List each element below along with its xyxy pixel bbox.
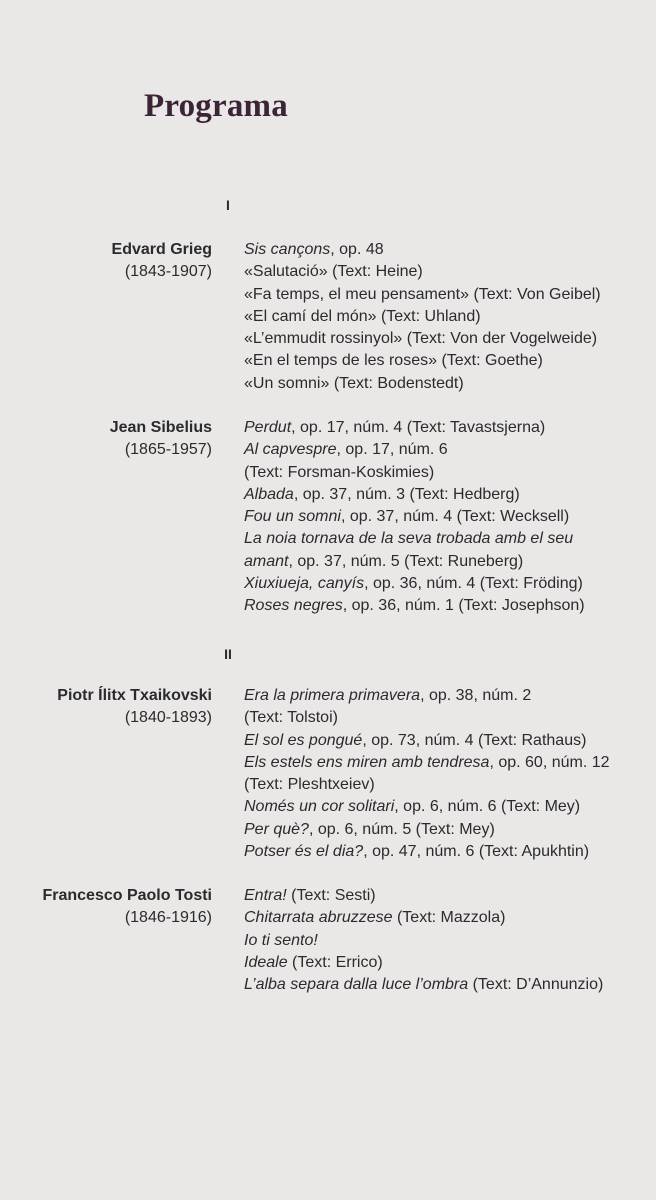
work-line: [244, 730, 648, 752]
composer-info: [0, 685, 212, 730]
work-detail: , op. 38, núm. 2: [420, 687, 532, 704]
work-title: amant: [244, 552, 289, 570]
work-line: [244, 462, 648, 484]
work-detail: «L’emmudit rossinyol» (Text: Von der Vogelweide): [244, 330, 598, 348]
work-title: Era la primera primavera: [244, 687, 421, 704]
work-title: Chitarrata abruzzese: [244, 909, 393, 927]
work-title: Roses negres: [244, 597, 343, 615]
work-detail: «En el temps de les roses» (Text: Goethe): [244, 352, 543, 370]
work-title: Ideale: [244, 953, 288, 971]
work-line: [244, 439, 648, 461]
work-line: [244, 484, 648, 506]
work-line: [244, 974, 648, 996]
work-title: Entra!: [244, 887, 287, 904]
works-list: [244, 239, 648, 395]
composer-name: Piotr Ílitx Txaikovski: [57, 687, 212, 704]
work-detail: , op. 48: [330, 241, 384, 258]
composer-info: [0, 885, 212, 930]
work-detail: (Text: Mazzola): [392, 909, 506, 927]
composer-name: Francesco Paolo Tosti: [42, 887, 212, 904]
work-detail: (Text: Sesti): [286, 887, 376, 904]
work-line: [244, 930, 648, 952]
work-detail: (Text: Pleshtxeiev): [244, 776, 375, 794]
work-line: [244, 261, 648, 283]
work-line: [244, 306, 648, 328]
work-title: L’alba separa dalla luce l’ombra: [244, 976, 469, 994]
work-detail: , op. 6, núm. 5 (Text: Mey): [308, 820, 495, 838]
work-detail: «Fa temps, el meu pensament» (Text: Von Geibel): [244, 285, 601, 303]
work-detail: , op. 73, núm. 4 (Text: Rathaus): [362, 731, 587, 749]
work-detail: (Text: Tolstoi): [244, 709, 338, 727]
work-line: [244, 506, 648, 528]
work-detail: «El camí del món» (Text: Uhland): [244, 307, 481, 325]
work-title: Perdut: [244, 419, 292, 436]
page-title: Programa: [144, 88, 288, 124]
work-detail: , op. 37, núm. 3 (Text: Hedberg): [293, 485, 520, 503]
work-line: [244, 417, 648, 439]
work-title: Els estels ens miren amb tendresa: [244, 753, 490, 771]
work-line: [244, 595, 648, 617]
composer-info: [0, 417, 212, 462]
work-detail: (Text: Forsman-Koskimies): [244, 463, 435, 481]
work-title: La noia tornava de la seva trobada amb el seu: [244, 530, 574, 548]
work-title: Potser és el dia?: [244, 843, 364, 861]
work-title: Per què?: [244, 820, 309, 838]
composer-dates: (1846-1916): [124, 909, 212, 927]
work-title: El sol es pongué: [244, 731, 363, 749]
work-line: [244, 685, 648, 707]
work-line: [244, 328, 648, 350]
work-title: Només un cor solitari: [244, 798, 395, 816]
work-line: [244, 752, 648, 774]
composer-name: Edvard Grieg: [111, 241, 212, 258]
work-detail: , op. 60, núm. 12: [489, 753, 610, 771]
work-line: [244, 841, 648, 863]
work-title: Albada: [244, 485, 294, 503]
work-line: [244, 952, 648, 974]
composer-dates: (1840-1893): [124, 709, 212, 727]
part-marker-2: II: [224, 646, 232, 662]
work-detail: , op. 47, núm. 6 (Text: Apukhtin): [363, 843, 590, 861]
work-line: [244, 796, 648, 818]
work-line: [244, 284, 648, 306]
work-title: Fou un somni: [244, 508, 341, 526]
work-detail: (Text: D’Annunzio): [468, 976, 604, 994]
work-line: [244, 551, 648, 573]
works-list: [244, 685, 648, 863]
work-title: Al capvespre: [244, 441, 337, 459]
composer-info: [0, 239, 212, 284]
work-detail: (Text: Errico): [287, 953, 383, 971]
work-detail: , op. 36, núm. 4 (Text: Fröding): [364, 575, 583, 593]
work-title: Xiuxiueja, canyís: [244, 575, 365, 593]
work-detail: , op. 37, núm. 4 (Text: Wecksell): [340, 508, 570, 526]
work-detail: «Salutació» (Text: Heine): [244, 263, 423, 281]
works-list: [244, 417, 648, 618]
work-line: [244, 373, 648, 395]
work-line: [244, 528, 648, 550]
works-list: [244, 885, 648, 996]
work-detail: , op. 37, núm. 5 (Text: Runeberg): [288, 552, 524, 570]
work-detail: , op. 36, núm. 1 (Text: Josephson): [342, 597, 585, 615]
work-title: Io ti sento!: [244, 931, 318, 949]
work-line: [244, 350, 648, 372]
work-line: [244, 239, 648, 261]
work-title: Sis cançons: [244, 241, 331, 258]
work-detail: , op. 17, núm. 6: [336, 441, 448, 459]
composer-name: Jean Sibelius: [109, 419, 212, 436]
composer-dates: (1865-1957): [124, 441, 212, 459]
work-line: [244, 573, 648, 595]
work-line: [244, 707, 648, 729]
work-line: [244, 907, 648, 929]
part-marker-1: I: [226, 197, 230, 213]
work-detail: , op. 17, núm. 4 (Text: Tavastsjerna): [291, 419, 546, 436]
work-detail: , op. 6, núm. 6 (Text: Mey): [394, 798, 581, 816]
work-detail: «Un somni» (Text: Bodenstedt): [244, 374, 464, 392]
work-line: [244, 819, 648, 841]
work-line: [244, 885, 648, 907]
work-line: [244, 774, 648, 796]
composer-dates: (1843-1907): [124, 263, 212, 281]
